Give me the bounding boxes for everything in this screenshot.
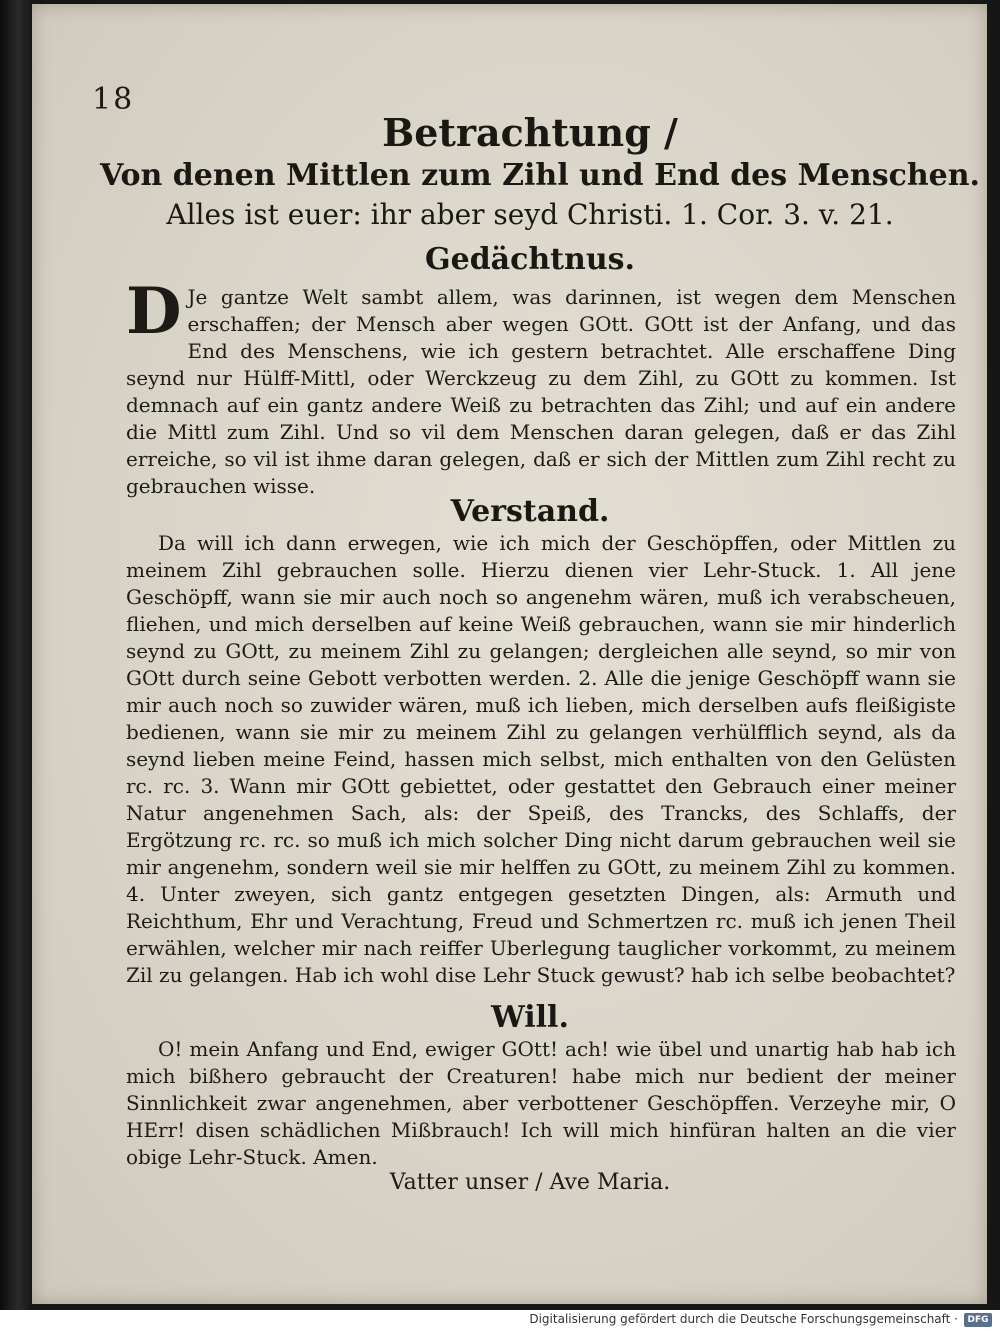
section-text-will: O! mein Anfang und End, ewiger GOtt! ach! wie übel und unartig hab hab ich mich bißhero gebraucht der Creaturen! habe mich nur bedient der meiner Sinnlichkeit zwar angenehmen, aber verbottener Geschöpffen. Verzeyhe mir, O HErr! disen schädlichen Mißbrauch! Ich will mich hinfüran halten an die vier obige Lehr-Stuck. Amen. [126, 1037, 956, 1169]
dfg-logo: DFG [964, 1313, 992, 1327]
scripture-motto: Alles ist euer: ihr aber seyd Christi. 1. Cor. 3. v. 21. [166, 198, 894, 231]
section-body: Je gantze Welt sambt allem, was darinnen, ist wegen dem Menschen erschaffen; der Mensch aber wegen GOtt. GOtt ist der Anfang, und das End des Menschens, wie ich gestern betrachtet. Alle erschaffene Ding seynd nur Hülff-Mittl, oder Werckzeug zu dem Zihl, zu GOtt zu kommen. Ist demnach auf ein gantz andere Weiß zu betrachten das Zihl; und auf ein andere die Mittl zum Zihl. Und so vil dem Menschen daran gelegen, daß er das Zihl erreiche, so vil ist ihme daran gelegen, daß er sich der Mittlen zum Zihl recht zu gebrauchen wisse. [126, 285, 956, 498]
section-text-verstand: Da will ich dann erwegen, wie ich mich der Geschöpffen, oder Mittlen zu meinem Zihl gebrauchen solle. Hierzu dienen vier Lehr-Stuck. 1. All jene Geschöpff, wann sie mir auch noch so angenehm wären, muß ich verabscheuen, fliehen, und mich derselben auf keine Weiß gebrauchen, wann sie mir hinderlich seynd zu GOtt, zu meinem Zihl zu gelangen; dergleichen alle seynd, so mir von GOtt durch seine Gebott verbotten werden. 2. Alle die jenige Geschöpff wann sie mir auch noch so zuwider wären, muß ich lieben, mich derselben aufs fleißigiste bedienen, wann sie mir zu meinem Zihl zu gelangen verhülfflich seynd, als da seynd lieben meine Feind, hassen mich selbst, mich enthalten von den Gelüsten rc. rc. 3. Wann mir GOtt gebiettet, oder gestattet den Gebrauch einer meiner Natur angenehmen Sach, als: der Speiß, des Trancks, des Schlaffs, der Ergötzung rc. rc. so muß ich mich solcher Ding nicht darum gebrauchen weil sie mir angenehm, sondern weil sie mir helffen zu GOtt, zu meinem Zihl zu kommen. 4. Unter zweyen, sich gantz entgegen gesetzten Dingen, als: Armuth und Reichthum, Ehr und Verachtung, Freud und Schmertzen rc. muß ich jenen Theil erwählen, welcher mir nach reiffer Uberlegung tauglicher vorkommt, zu meinem Zil zu gelangen. Hab ich wohl dise Lehr Stuck gewust? hab ich selbe beobachtet? [126, 531, 956, 987]
section-text-gedaechtnus [126, 274, 956, 500]
section-heading-gedaechtnus: Gedächtnus. [424, 242, 635, 277]
page-title: Betrachtung / [382, 110, 678, 155]
page-subtitle: Von denen Mittlen zum Zihl und End des Menschen. [100, 158, 981, 193]
closing-prayer: Vatter unser / Ave Maria. [389, 1170, 671, 1195]
page-number: 18 [92, 82, 135, 117]
section-heading-will: Will. [491, 1000, 569, 1035]
funding-credit: Digitalisierung gefördert durch die Deutsche Forschungsgemeinschaft · [529, 1312, 958, 1326]
section-heading-verstand: Verstand. [450, 494, 610, 529]
footer-bar [0, 1310, 1000, 1331]
drop-cap: D [126, 274, 182, 349]
binding-shadow [0, 0, 30, 1310]
